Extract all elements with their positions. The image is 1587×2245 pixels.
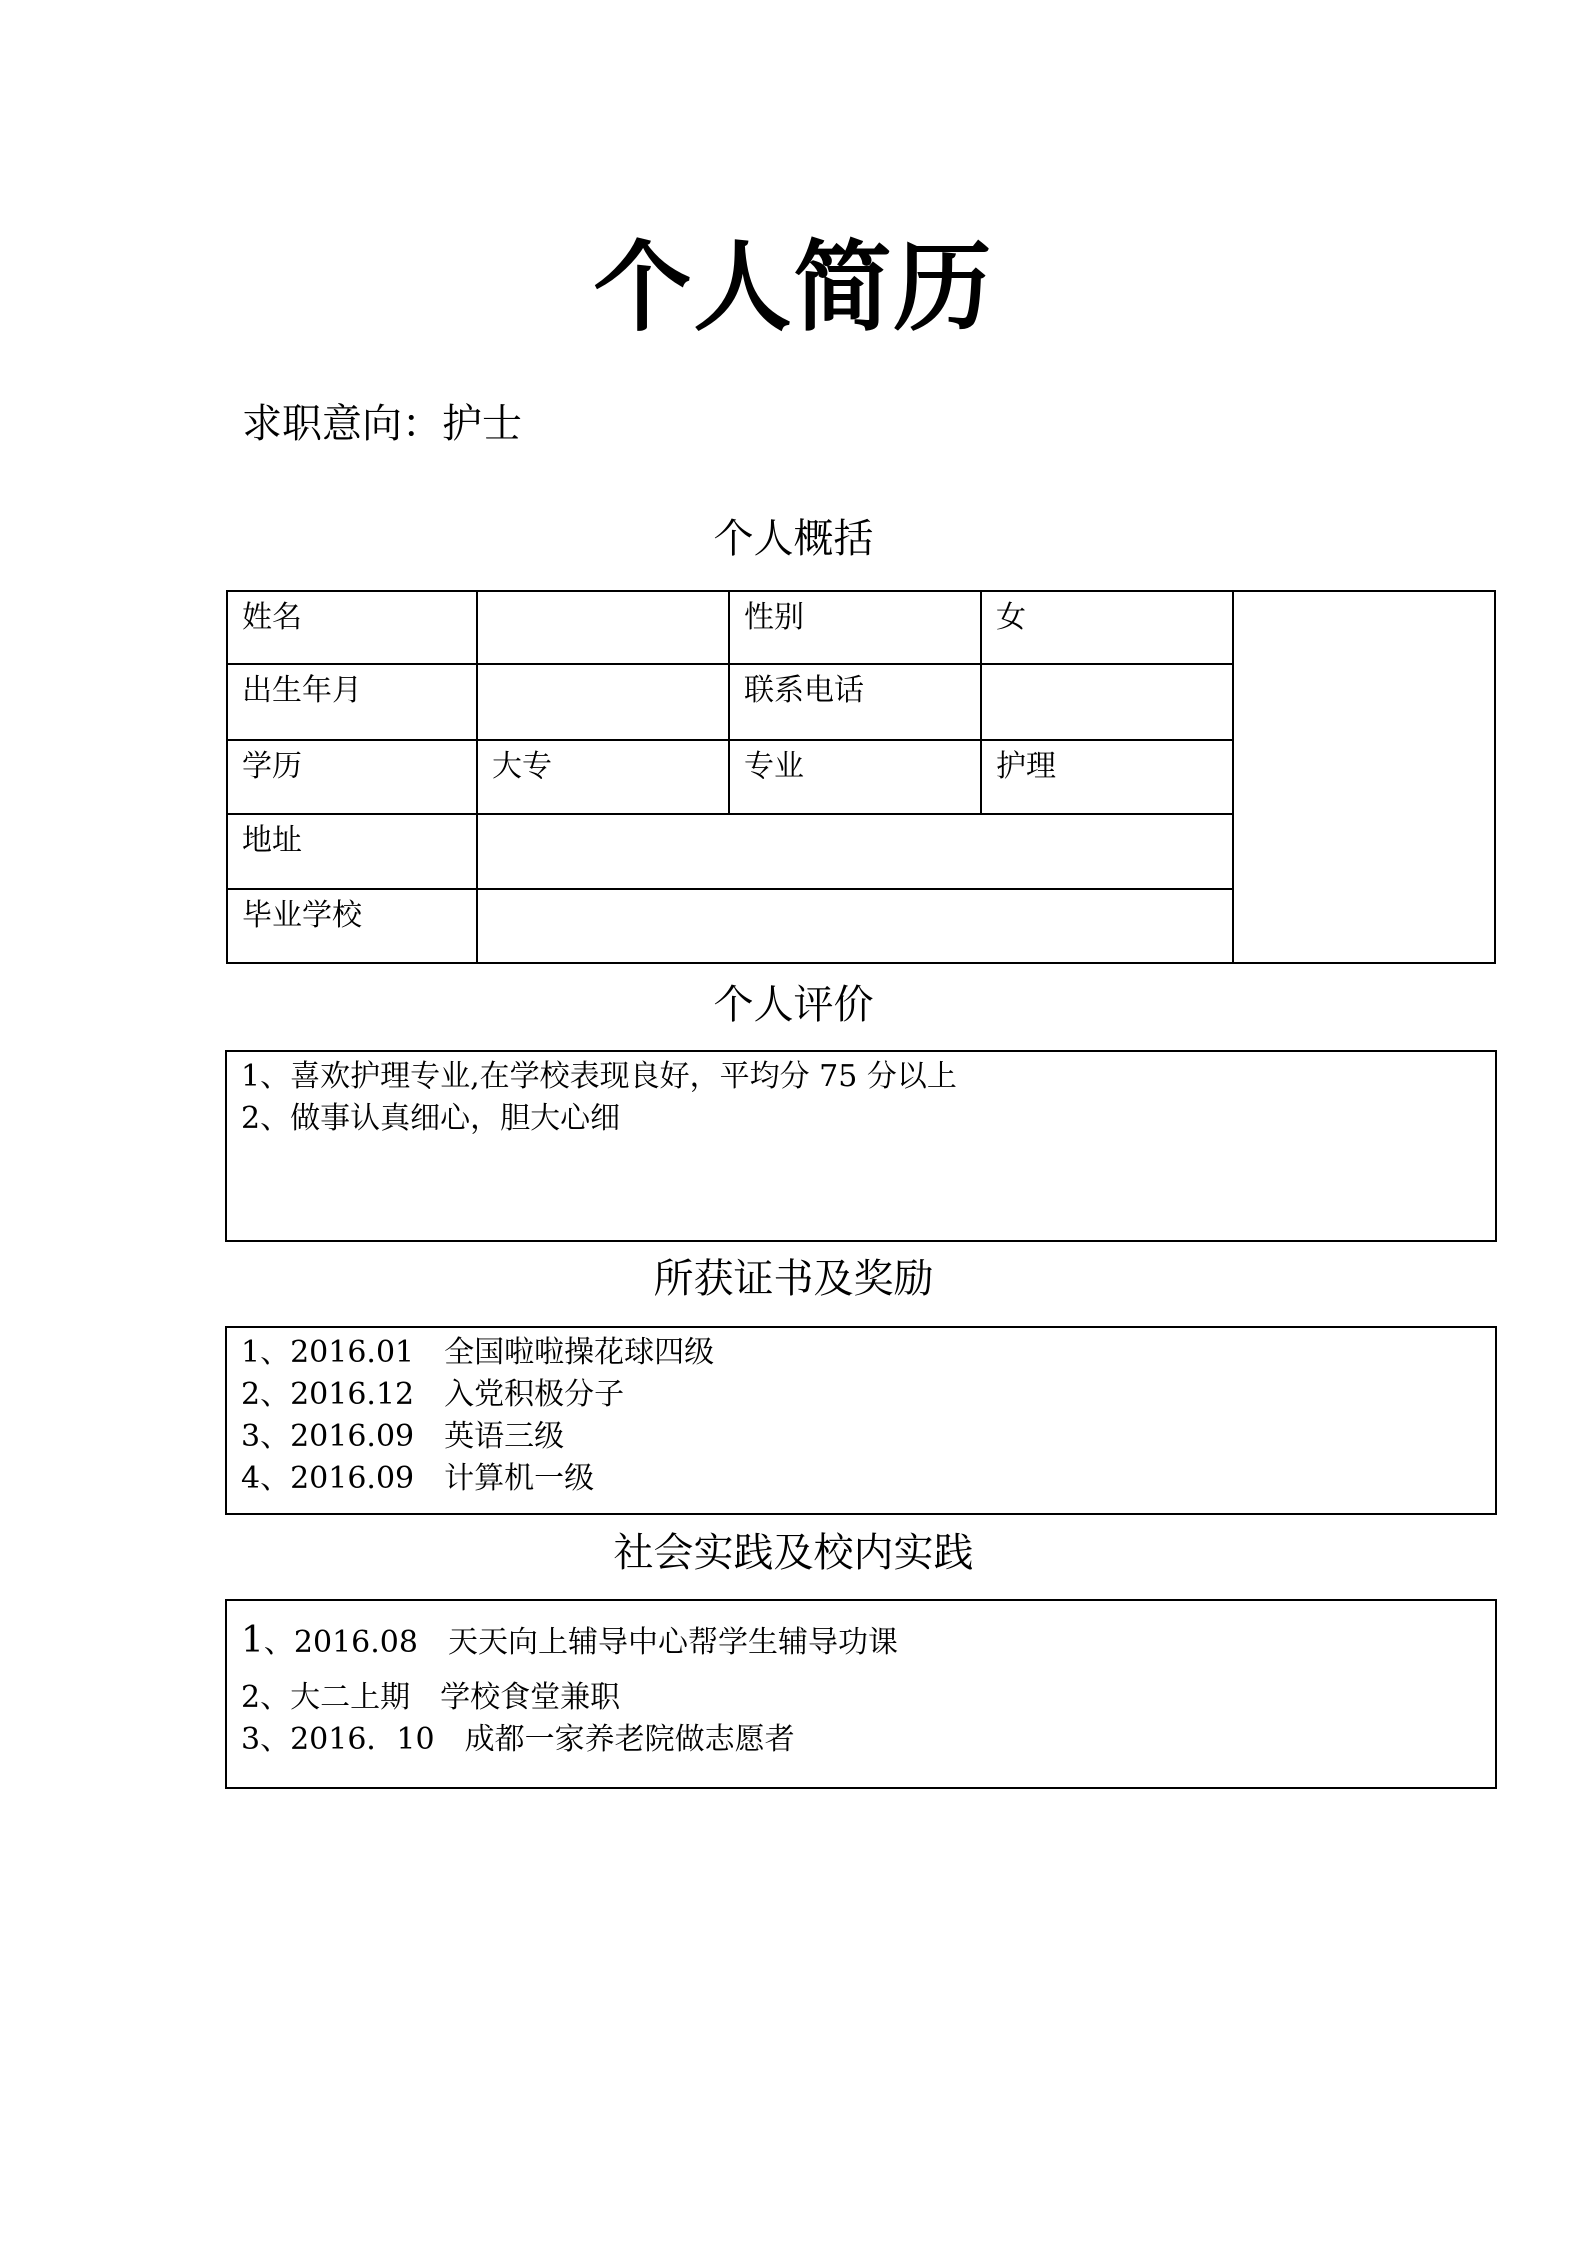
section-heading-awards: 所获证书及奖励 bbox=[653, 1256, 934, 1302]
school-value bbox=[478, 890, 1232, 962]
phone-value bbox=[982, 665, 1232, 739]
address-label: 地址 bbox=[242, 823, 302, 858]
evaluation-line: 2、做事认真细心，胆大心细 bbox=[241, 1101, 621, 1136]
gender-value: 女 bbox=[996, 600, 1026, 635]
birth-value bbox=[478, 665, 728, 739]
name-value bbox=[478, 592, 728, 663]
award-line: 1、2016.01 全国啦啦操花球四级 bbox=[241, 1335, 715, 1370]
award-line: 2、2016.12 入党积极分子 bbox=[241, 1377, 625, 1412]
practice-box bbox=[225, 1599, 1497, 1789]
photo-area bbox=[1234, 592, 1494, 962]
awards-box bbox=[225, 1326, 1497, 1515]
education-value: 大专 bbox=[492, 749, 552, 784]
personal-overview-table bbox=[226, 590, 1496, 964]
award-line: 4、2016.09 计算机一级 bbox=[241, 1461, 595, 1496]
name-label: 姓名 bbox=[242, 600, 302, 635]
award-line: 3、2016.09 英语三级 bbox=[241, 1419, 565, 1454]
major-value: 护理 bbox=[996, 749, 1056, 784]
evaluation-box bbox=[225, 1050, 1497, 1242]
section-heading-overview: 个人概括 bbox=[713, 516, 874, 562]
major-label: 专业 bbox=[744, 749, 804, 784]
practice-line-text: 、2016.08 天天向上辅导中心帮学生辅导功课 bbox=[263, 1625, 898, 1660]
section-heading-practice: 社会实践及校内实践 bbox=[613, 1530, 974, 1576]
job-intent: 求职意向：护士 bbox=[242, 401, 522, 447]
gender-label: 性别 bbox=[744, 600, 804, 635]
address-value bbox=[478, 815, 1232, 888]
section-heading-evaluation: 个人评价 bbox=[713, 982, 874, 1028]
education-label: 学历 bbox=[242, 749, 302, 784]
practice-line: 3、2016．10 成都一家养老院做志愿者 bbox=[241, 1722, 795, 1757]
practice-line: 2、大二上期 学校食堂兼职 bbox=[241, 1680, 621, 1715]
page-title: 个人简历 bbox=[593, 231, 994, 345]
evaluation-line: 1、喜欢护理专业,在学校表现良好，平均分 75 分以上 bbox=[241, 1059, 957, 1094]
practice-line bbox=[241, 1615, 1481, 1669]
birth-label: 出生年月 bbox=[242, 673, 362, 708]
school-label: 毕业学校 bbox=[242, 898, 362, 933]
practice-line-number: 1 bbox=[241, 1620, 264, 1661]
phone-label: 联系电话 bbox=[744, 673, 864, 708]
